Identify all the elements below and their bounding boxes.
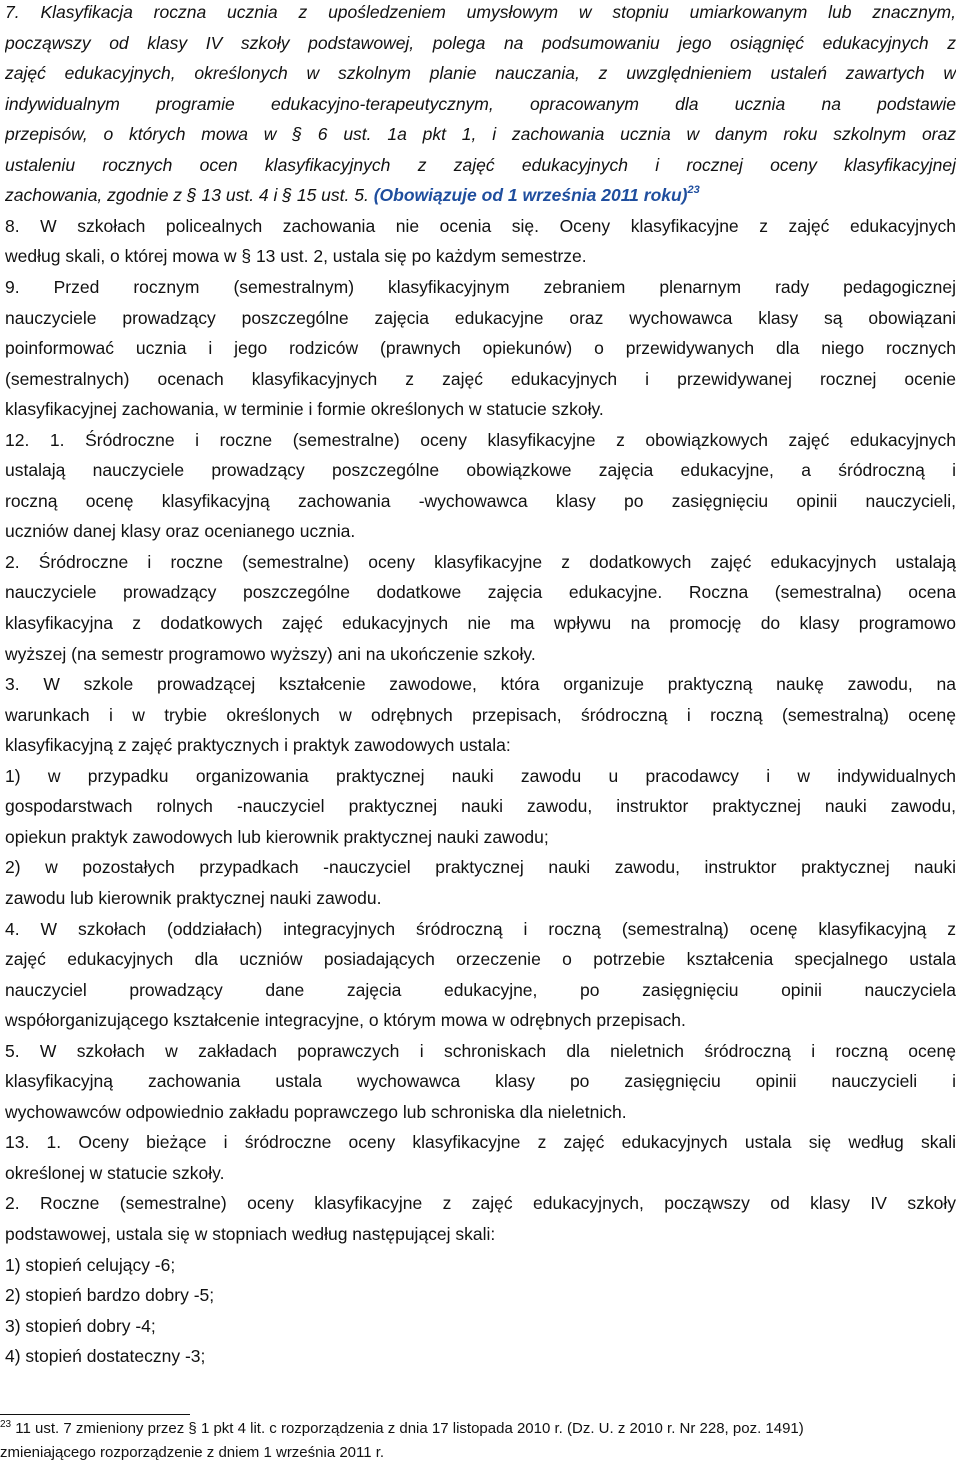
line-text: (semestralnych) ocenach klasyfikacyjnych z zajęć edukacyjnych i przewidywanej rocznej ocenie <box>5 368 956 389</box>
text-line <box>5 1223 956 1245</box>
line-text: klasyfikacyjną z zajęć praktycznych i praktyk zawodowych ustala: <box>5 735 511 756</box>
text-line <box>5 887 956 909</box>
text-line <box>5 948 956 970</box>
text-line <box>5 612 956 634</box>
text-line <box>5 307 956 329</box>
line-text: poinformować ucznia i jego rodziców (prawnych opiekunów) o przewidywanych dla niego rocznych <box>5 338 956 359</box>
line-text: roczną ocenę klasyfikacyjną zachowania -wychowawca klasy po zasięgnięciu opinii nauczycieli, <box>5 490 956 511</box>
text-line <box>5 276 956 298</box>
line-text: wyższej (na semestr programowo wyższy) ani na ukończenie szkoły. <box>5 643 536 664</box>
text-line <box>5 795 956 817</box>
line-text: przepisów, o których mowa w § 6 ust. 1a pkt 1, i zachowania ucznia w danym roku szkolnym oraz <box>5 124 956 145</box>
text-line <box>5 826 956 848</box>
text-line <box>5 1 956 23</box>
line-text: 1) stopień celujący -6; <box>5 1254 176 1275</box>
line-text: zajęć edukacyjnych dla uczniów posiadających orzeczenie o potrzebie kształcenia specjalnego ustala <box>5 949 956 970</box>
line-text: wychowawców odpowiednio zakładu poprawczego lub schroniska dla nieletnich. <box>5 1101 627 1122</box>
line-text: określonej w statucie szkoły. <box>5 1162 225 1183</box>
line-text: klasyfikacyjną zachowania ustala wychowawca klasy po zasięgnięciu opinii nauczycieli i <box>5 1071 956 1092</box>
text-line <box>5 459 956 481</box>
text-line <box>5 429 956 451</box>
text-line <box>5 32 956 54</box>
line-text: indywidualnym programie edukacyjno-terapeutycznym, opracowanym dla ucznia na podstawie <box>5 93 956 114</box>
line-text: ustalają nauczyciele prowadzący poszczególne obowiązkowe zajęcia edukacyjne, a śródroczną i <box>5 460 956 481</box>
line-text: 13. 1. Oceny bieżące i śródroczne oceny klasyfikacyjne z zajęć edukacyjnych ustala się według skali <box>5 1132 956 1153</box>
text-line <box>5 581 956 603</box>
line-text: warunkach i w trybie określonych w odrębnych przepisach, śródroczną i roczną (semestralną) ocenę <box>5 704 956 725</box>
line-text: 3) stopień dobry -4; <box>5 1315 156 1336</box>
line-text: 4) stopień dostateczny -3; <box>5 1346 206 1367</box>
line-text: klasyfikacyjnej zachowania, w terminie i formie określonych w statucie szkoły. <box>5 399 604 420</box>
text-line <box>5 1345 956 1367</box>
text-line <box>5 1284 956 1306</box>
text-line <box>5 1254 956 1276</box>
line-text: nauczyciel prowadzący dane zajęcia edukacyjne, po zasięgnięciu opinii nauczyciela <box>5 979 956 1000</box>
text-line <box>5 62 956 84</box>
text-line <box>5 245 956 267</box>
text-line <box>5 1315 956 1337</box>
line-text: według skali, o której mowa w § 13 ust. 2, ustala się po każdym semestrze. <box>5 246 587 267</box>
line-text: nauczyciele prowadzący poszczególne dodatkowe zajęcia edukacyjne. Roczna (semestralna) ocena <box>5 582 956 603</box>
text-line <box>5 184 956 206</box>
line-text: współorganizującego kształcenie integracyjne, o którym mowa w odrębnych przepisach. <box>5 1010 686 1031</box>
text-line <box>5 1070 956 1092</box>
text-line <box>5 123 956 145</box>
line-text: 7. Klasyfikacja roczna ucznia z upośledzeniem umysłowym w stopniu umiarkowanym lub znacznym, <box>5 2 956 22</box>
line-text: zajęć edukacyjnych, określonych w szkolnym planie nauczania, z uwzględnieniem ustaleń zawartych w <box>5 63 956 84</box>
line-text: 2) w pozostałych przypadkach -nauczyciel praktycznej nauki zawodu, instruktor praktycznej nauki <box>5 857 956 878</box>
footnote-reference[interactable]: 23 <box>687 184 700 197</box>
text-line <box>5 704 956 726</box>
text-line <box>5 551 956 573</box>
line-text: klasyfikacyjna z dodatkowych zajęć edukacyjnych nie ma wpływu na promocję do klasy programowo <box>5 613 956 633</box>
line-text: uczniów danej klasy oraz ocenianego ucznia. <box>5 521 356 542</box>
text-line <box>5 856 956 878</box>
footnote-line-2: zmieniającego rozporządzenie z dniem 1 września 2011 r. <box>0 1444 385 1461</box>
text-line <box>5 93 956 115</box>
line-text: 3. W szkole prowadzącej kształcenie zawodowe, która organizuje praktyczną naukę zawodu, na <box>5 674 956 695</box>
line-text: ustaleniu rocznych ocen klasyfikacyjnych z zajęć edukacyjnych i rocznej oceny klasyfikacyjnej <box>5 154 956 175</box>
text-line <box>5 154 956 176</box>
text-line <box>5 918 956 940</box>
text-line <box>5 337 956 359</box>
line-text: 9. Przed rocznym (semestralnym) klasyfikacyjnym zebraniem plenarnym rady pedagogicznej <box>5 276 956 297</box>
footnote-number: 23 <box>0 1420 12 1430</box>
text-line <box>5 979 956 1001</box>
line-text: 2. Śródroczne i roczne (semestralne) oceny klasyfikacyjne z dodatkowych zajęć edukacyjnych ustalają <box>5 551 956 572</box>
line-text: podstawowej, ustala się w stopniach według następującej skali: <box>5 1224 496 1244</box>
text-line <box>5 673 956 695</box>
line-text: 8. W szkołach policealnych zachowania nie ocenia się. Oceny klasyfikacyjne z zajęć edukacyjnych <box>5 215 956 236</box>
text-line <box>5 1101 956 1123</box>
line-text: zawodu lub kierownik praktycznej nauki zawodu. <box>5 887 382 908</box>
text-line <box>5 368 956 390</box>
line-text: opiekun praktyk zawodowych lub kierownik praktycznej nauki zawodu; <box>5 826 549 847</box>
text-line <box>5 1162 956 1184</box>
line-text: 1) w przypadku organizowania praktycznej nauki zawodu u pracodawcy i w indywidualnych <box>5 765 956 786</box>
text-line <box>5 1009 956 1031</box>
line-text: 2. Roczne (semestralne) oceny klasyfikacyjne z zajęć edukacyjnych, począwszy od klasy IV szkoły <box>5 1193 956 1214</box>
text-line <box>5 490 956 512</box>
text-line <box>5 398 956 420</box>
line-text: zachowania, zgodnie z § 13 ust. 4 i § 15 ust. 5. <box>5 185 369 206</box>
text-line <box>5 215 956 237</box>
footnote-divider <box>0 1414 190 1415</box>
text-line <box>5 1192 956 1214</box>
text-line <box>5 765 956 787</box>
line-text: 2) stopień bardzo dobry -5; <box>5 1285 215 1306</box>
text-line <box>5 520 956 542</box>
text-line <box>5 1040 956 1062</box>
line-text: począwszy od klasy IV szkoły podstawowej, polega na podsumowaniu jego osiągnięć edukacyjnych z <box>5 32 956 53</box>
text-line <box>5 734 956 756</box>
line-text: 5. W szkołach w zakładach poprawczych i schroniskach dla nieletnich śródroczną i roczną ocenę <box>5 1040 956 1061</box>
line-text: 12. 1. Śródroczne i roczne (semestralne) oceny klasyfikacyjne z obowiązkowych zajęć edukacyjnych <box>5 429 956 450</box>
effective-date-note: (Obowiązuje od 1 września 2011 roku) <box>373 185 688 206</box>
footnote-line-1 <box>0 1420 951 1438</box>
text-line <box>5 1131 956 1153</box>
text-line <box>5 643 956 665</box>
line-text: nauczyciele prowadzący poszczególne zajęcia edukacyjne oraz wychowawca klasy są obowiązani <box>5 307 956 328</box>
footnote-text-1: 11 ust. 7 zmieniony przez § 1 pkt 4 lit. c rozporządzenia z dnia 17 listopada 2010 r. (Dz. U. z 2010 r. Nr 228, poz. 1491) <box>11 1420 804 1437</box>
line-text: gospodarstwach rolnych -nauczyciel praktycznej nauki zawodu, instruktor praktycznej nauki zawodu, <box>5 796 956 817</box>
line-text: 4. W szkołach (oddziałach) integracyjnych śródroczną i roczną (semestralną) ocenę klasyfikacyjną z <box>5 918 956 939</box>
